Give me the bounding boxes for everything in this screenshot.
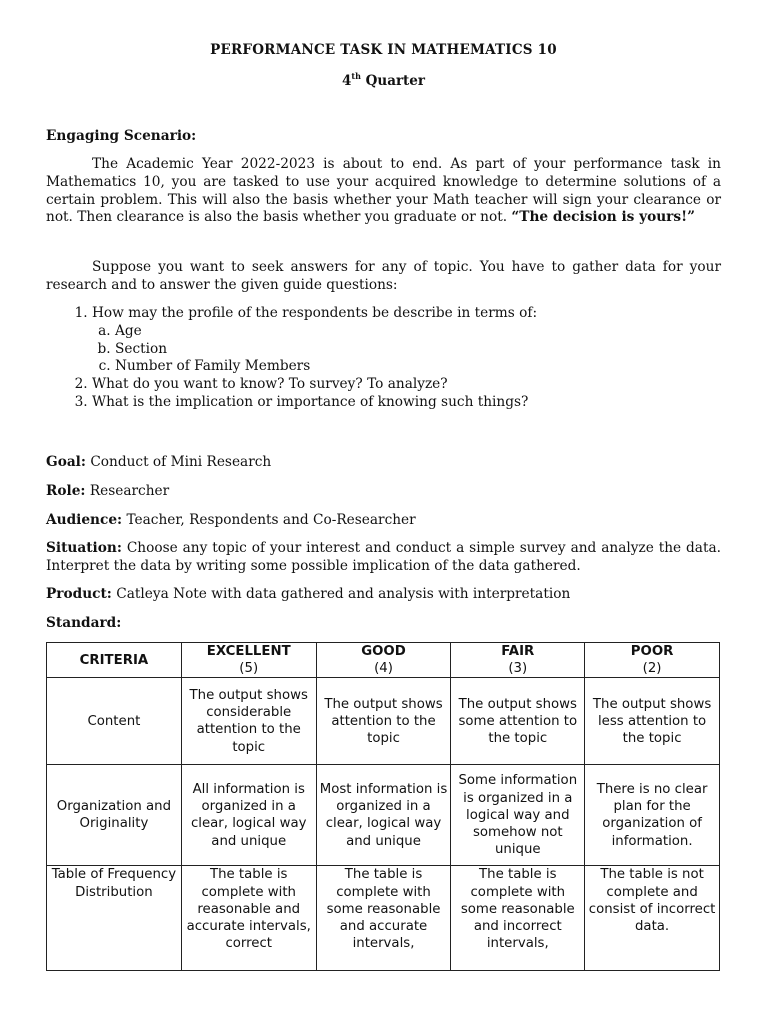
frequency-excellent [181,866,316,971]
header-good-label: GOOD [361,644,406,659]
header-good [316,643,451,678]
table-row [47,765,720,866]
role-label: Role: [46,483,86,499]
header-poor-label: POOR [630,644,674,659]
situation-label: Situation: [46,540,122,556]
criteria-content: Content [47,678,182,765]
header-poor-score: (2) [642,661,662,677]
header-poor [585,643,720,678]
decision-quote: “The decision is yours!” [511,209,695,226]
frequency-good-text: The table is complete with some reasonable and accurate intervals, [326,867,441,952]
guide-question-1 [92,305,721,376]
guide-question-3: 3. What is the implication or importance of knowing such things? [92,394,721,412]
profile-sublist [92,323,721,376]
organization-fair: Some information is organized in a logical way and somehow not unique [451,765,585,866]
document-title: PERFORMANCE TASK IN MATHEMATICS 10 [210,42,557,58]
organization-good: Most information is organized in a clear, logical way and unique [316,765,451,866]
header-criteria: CRITERIA [47,643,182,678]
frequency-good [316,866,451,971]
quarter-word: Quarter [365,73,425,89]
table-row [47,866,720,971]
quarter-suffix: th [351,71,361,81]
goal-line [46,454,721,472]
content-good: The output shows attention to the topic [316,678,451,765]
header-excellent-label: EXCELLENT [206,644,291,659]
criteria-frequency-table: Table of Frequency Distribution [47,866,182,971]
scenario-paragraph-1 [46,156,721,227]
frequency-poor [585,866,720,971]
header-excellent [181,643,316,678]
product-label: Product: [46,586,112,602]
guide-question-1-text: How may the profile of the respondents be describe in terms of: [92,305,538,321]
header-excellent-score: (5) [239,661,259,677]
frequency-excellent-text: The table is complete with reasonable and accurate intervals, correct [186,867,311,952]
audience-value: Teacher, Respondents and Co-Researcher [126,512,416,528]
table-row [47,678,720,765]
goal-value: Conduct of Mini Research [90,454,272,470]
header-fair [451,643,585,678]
standard-label: Standard: [46,615,122,631]
product-value: Catleya Note with data gathered and analysis with interpretation [116,586,571,602]
header-good-score: (4) [374,661,393,677]
profile-item-section: b. Section [115,341,721,359]
criteria-organization: Organization and Originality [47,765,182,866]
organization-poor: There is no clear plan for the organization of information. [585,765,720,866]
content-poor: The output shows less attention to the topic [585,678,720,765]
scenario-paragraph-1-text: The Academic Year 2022-2023 is about to end. As part of your performance task in Mathematics 10, you are tasked to use your acquired knowledge to determine solutions of a certain problem. This will also the basis whether your Math teacher will sign your clearance or not. Then clearance is also the basis whether you graduate or not. [46,156,721,226]
header-fair-score: (3) [508,661,528,677]
frequency-fair-text: The table is complete with some reasonable and incorrect intervals, [460,867,575,952]
quarter-subtitle [46,71,721,89]
situation-line [46,540,721,576]
organization-excellent: All information is organized in a clear, logical way and unique [181,765,316,866]
role-value: Researcher [89,483,170,499]
product-line [46,586,721,604]
audience-line [46,512,721,530]
scenario-heading: Engaging Scenario: [46,128,197,144]
guide-questions-list [46,305,721,412]
profile-item-age: a. Age [115,323,721,341]
role-line [46,483,721,501]
rubric-table [46,642,720,971]
profile-item-family-members: c. Number of Family Members [115,358,721,376]
situation-value: Choose any topic of your interest and conduct a simple survey and analyze the data. Interpret the data by writing some possible implication of the data gathered. [46,540,721,574]
scenario-paragraph-2: Suppose you want to seek answers for any of topic. You have to gather data for your research and to answer the given guide questions: [46,259,721,293]
content-excellent: The output shows considerable attention to the topic [181,678,316,765]
content-fair: The output shows some attention to the topic [451,678,585,765]
quarter-number: 4 [342,73,352,89]
standard-line [46,615,721,633]
audience-label: Audience: [46,512,123,528]
goal-label: Goal: [46,454,86,470]
guide-question-2: 2. What do you want to know? To survey? To analyze? [92,376,721,394]
frequency-poor-text: The table is not complete and consist of incorrect data. [588,867,716,935]
frequency-fair [451,866,585,971]
header-fair-label: FAIR [501,644,535,659]
rubric-header-row [47,643,720,678]
